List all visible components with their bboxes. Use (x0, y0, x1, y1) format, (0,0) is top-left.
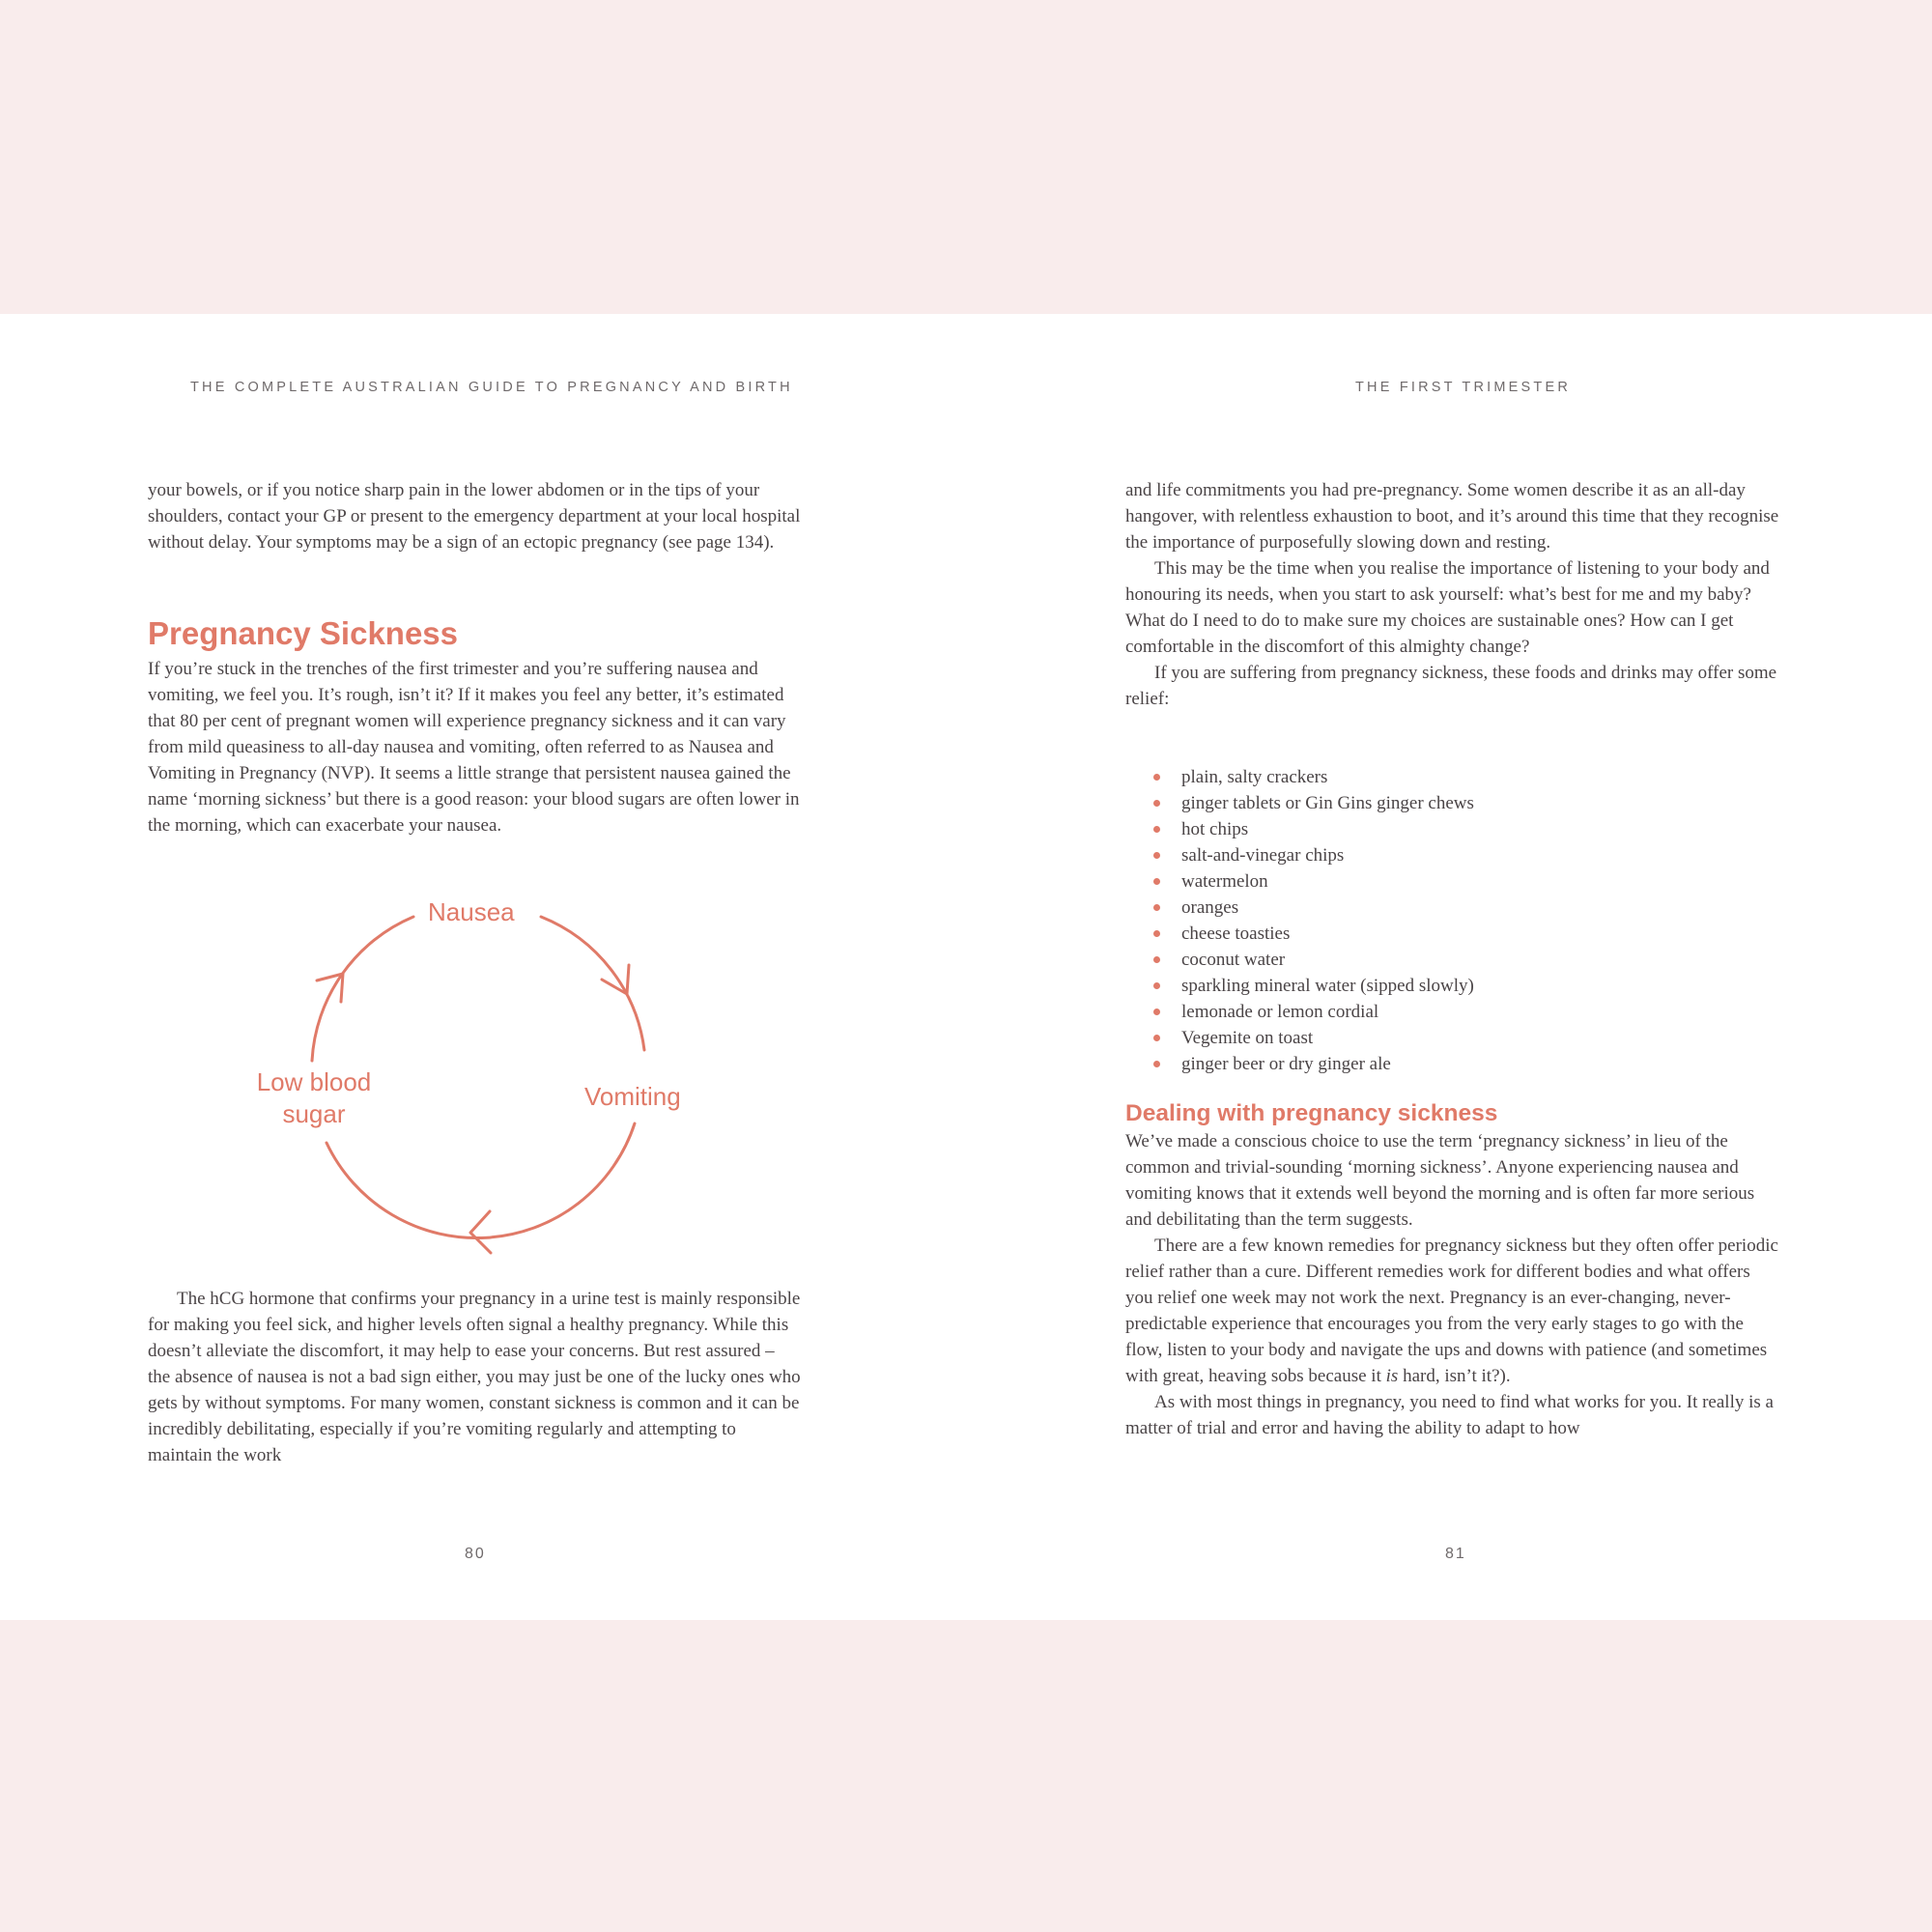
right-paragraph-4: We’ve made a conscious choice to use the term ‘pregnancy sickness’ in lieu of the common and trivial-sounding ‘morning sickness’. Anyone experiencing nausea and vomiting knows that it extends well beyond the morning and is often far more serious and debilitating than the term suggests. (1125, 1131, 1755, 1230)
bullet-icon (1153, 800, 1160, 807)
right-page-number: 81 (1445, 1546, 1466, 1562)
bullet-icon (1153, 956, 1160, 963)
list-item: ginger tablets or Gin Gins ginger chews (1125, 790, 1782, 816)
left-running-head: THE COMPLETE AUSTRALIAN GUIDE TO PREGNANCY AND BIRTH (190, 380, 793, 395)
left-bottom-column (148, 1286, 801, 1468)
arrowhead-to-lowsugar (470, 1211, 491, 1253)
list-item: coconut water (1125, 947, 1782, 973)
arc-lowsugar-to-nausea (312, 917, 413, 1061)
list-item: oranges (1125, 895, 1782, 921)
bullet-icon (1153, 904, 1160, 911)
right-paragraph-2: This may be the time when you realise the importance of listening to your body and honouring its needs, when you start to ask yourself: what’s best for me and my baby? What do I need to do to make sure my choices are sustainable ones? How can I get comfortable in the discomfort of this almighty change? (1125, 558, 1770, 657)
bullet-icon (1153, 826, 1160, 833)
relief-foods-list (1125, 764, 1782, 1077)
bullet-icon (1153, 930, 1160, 937)
section-heading: Pregnancy Sickness (148, 615, 459, 651)
bullet-icon (1153, 774, 1160, 781)
left-page-number: 80 (465, 1546, 486, 1562)
right-paragraph-3: If you are suffering from pregnancy sickness, these foods and drinks may offer some relief: (1125, 663, 1777, 709)
bullet-icon (1153, 852, 1160, 859)
list-item: cheese toasties (1125, 921, 1782, 947)
subsection-heading: Dealing with pregnancy sickness (1125, 1100, 1498, 1126)
cycle-label-low-blood-sugar-line2: sugar (282, 1099, 346, 1128)
right-paragraph-6: As with most things in pregnancy, you need to find what works for you. It really is a matter of trial and error and having the ability to adapt to how (1125, 1392, 1774, 1438)
bullet-icon (1153, 982, 1160, 989)
list-item: plain, salty crackers (1125, 764, 1782, 790)
right-paragraph-1: and life commitments you had pre-pregnancy. Some women describe it as an all-day hangover, with relentless exhaustion to boot, and it’s around this time that they recognise the importance of purposefully slowing down and resting. (1125, 480, 1779, 553)
bullet-icon (1153, 1009, 1160, 1015)
bullet-icon (1153, 1035, 1160, 1041)
left-paragraph-1: If you’re stuck in the trenches of the first trimester and you’re suffering nausea and vomiting, we feel you. It’s rough, isn’t it? If it makes you feel any better, it’s estimated that 80 per cent of pregnant women will experience pregnancy sickness and it can vary from mild queasiness to all-day nausea and vomiting, often referred to as Nausea and Vomiting in Pregnancy (NVP). It seems a little strange that persistent nausea gained the name ‘morning sickness’ but there is a good reason: your blood sugars are often lower in the morning, which can exacerbate your nausea. (148, 659, 800, 836)
right-bottom-column (1125, 1099, 1782, 1441)
right-paragraph-5: There are a few known remedies for pregnancy sickness but they often offer periodic relief rather than a cure. Different remedies work for different bodies and what offers you relief one week may not work the next. Pregnancy is an ever-changing, never-predictable experience that encourages you from the very early stages to go with the flow, listen to your body and navigate the ups and downs with patience (and sometimes with great, heaving sobs because it is hard, isn’t it?). (1125, 1236, 1778, 1386)
list-item: watermelon (1125, 868, 1782, 895)
list-item: lemonade or lemon cordial (1125, 999, 1782, 1025)
cycle-label-vomiting: Vomiting (584, 1082, 681, 1111)
list-item: sparkling mineral water (sipped slowly) (1125, 973, 1782, 999)
left-intro-paragraph: your bowels, or if you notice sharp pain in the lower abdomen or in the tips of your shoulders, contact your GP or present to the emergency department at your local hospital without delay. Your symptoms may be a sign of an ectopic pregnancy (see page 134). (148, 480, 801, 553)
list-item: salt-and-vinegar chips (1125, 842, 1782, 868)
list-item: ginger beer or dry ginger ale (1125, 1051, 1782, 1077)
list-item: Vegemite on toast (1125, 1025, 1782, 1051)
bullet-icon (1153, 878, 1160, 885)
relief-list-column (1125, 764, 1782, 1077)
bullet-icon (1153, 1061, 1160, 1067)
right-top-column (1125, 477, 1782, 712)
list-item: hot chips (1125, 816, 1782, 842)
cycle-label-low-blood-sugar-line1: Low blood (256, 1067, 372, 1096)
left-paragraph-2: The hCG hormone that confirms your pregnancy in a urine test is mainly responsible for making you feel sick, and higher levels often signal a healthy pregnancy. While this doesn’t alleviate the discomfort, it may help to ease your concerns. But rest assured – the absence of nausea is not a bad sign either, you may just be one of the lucky ones who gets by without symptoms. For many women, constant sickness is common and it can be incredibly debilitating, especially if you’re vomiting regularly and attempting to maintain the work (148, 1289, 801, 1465)
cycle-label-nausea: Nausea (428, 897, 515, 926)
right-running-head: THE FIRST TRIMESTER (1355, 380, 1571, 395)
cycle-label-low-blood-sugar (246, 1066, 382, 1130)
